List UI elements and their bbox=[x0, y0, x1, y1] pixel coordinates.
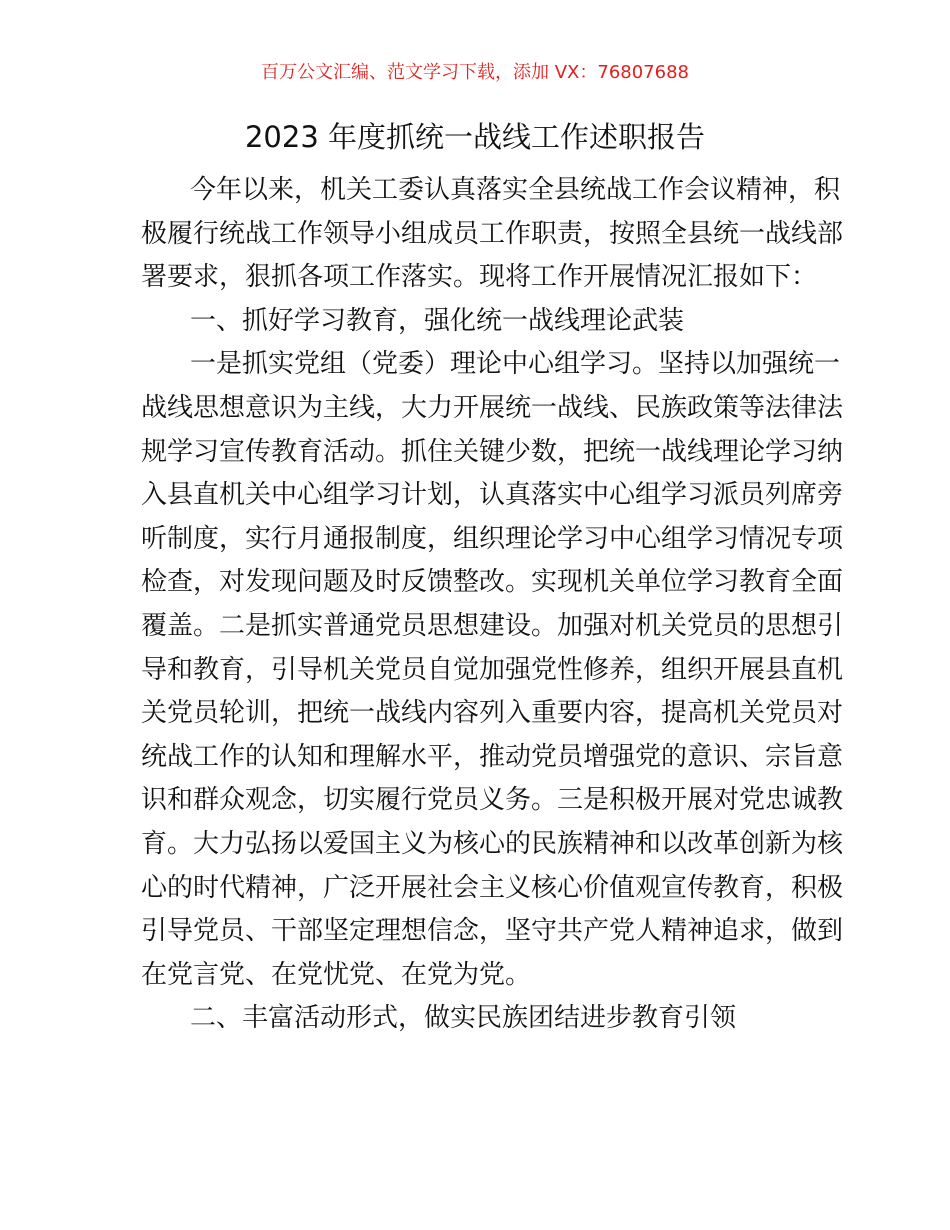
text-line: 心的时代精神，广泛开展社会主义核心价值观宣传教育，积极 bbox=[141, 872, 844, 903]
paragraph bbox=[141, 343, 844, 997]
text-line: 统战工作的认知和理解水平，推动党员增强党的意识、宗旨意 bbox=[141, 741, 844, 772]
section-heading bbox=[141, 300, 811, 344]
text-line: 极履行统战工作领导小组成员工作职责，按照全县统一战线部 bbox=[141, 218, 844, 249]
text-line: 今年以来，机关工委认真落实全县统战工作会议精神，积 bbox=[190, 175, 841, 205]
text-line: 育。大力弘扬以爱国主义为核心的民族精神和以改革创新为核 bbox=[141, 828, 844, 859]
text-line: 一是抓实党组（党委）理论中心组学习。坚持以加强统一 bbox=[190, 349, 841, 380]
text-line: 检查，对发现问题及时反馈整改。实现机关单位学习教育全面 bbox=[141, 567, 844, 598]
text-line: 一、抓好学习教育，强化统一战线理论武装 bbox=[190, 305, 685, 336]
text-line: 战线思想意识为主线，大力开展统一战线、民族政策等法律法 bbox=[141, 392, 844, 423]
paragraph bbox=[141, 169, 844, 300]
text-line: 听制度，实行月通报制度，组织理论学习中心组学习情况专项 bbox=[141, 523, 844, 554]
text-line: 署要求，狠抓各项工作落实。现将工作开展情况汇报如下： bbox=[141, 262, 818, 293]
text-line: 规学习宣传教育活动。抓住关键少数，把统一战线理论学习纳 bbox=[141, 436, 844, 467]
watermark-notice: 百万公文汇编、范文学习下载，添加 VX：76807688 bbox=[261, 62, 689, 83]
text-line: 识和群众观念，切实履行党员义务。三是积极开展对党忠诚教 bbox=[141, 785, 844, 816]
section-heading bbox=[141, 997, 811, 1041]
document-body bbox=[141, 169, 844, 1041]
text-line: 在党言党、在党忧党、在党为党。 bbox=[141, 959, 532, 990]
text-line: 引导党员、干部坚定理想信念，坚守共产党人精神追求，做到 bbox=[141, 916, 844, 947]
text-line: 导和教育，引导机关党员自觉加强党性修养，组织开展县直机 bbox=[141, 654, 844, 685]
document-title: 2023 年度抓统一战线工作述职报告 bbox=[244, 120, 706, 154]
text-line: 覆盖。二是抓实普通党员思想建设。加强对机关党员的思想引 bbox=[141, 610, 844, 641]
text-line: 入县直机关中心组学习计划，认真落实中心组学习派员列席旁 bbox=[141, 480, 844, 511]
text-line: 二、丰富活动形式，做实民族团结进步教育引领 bbox=[190, 1003, 737, 1034]
text-line: 关党员轮训，把统一战线内容列入重要内容，提高机关党员对 bbox=[141, 698, 844, 729]
